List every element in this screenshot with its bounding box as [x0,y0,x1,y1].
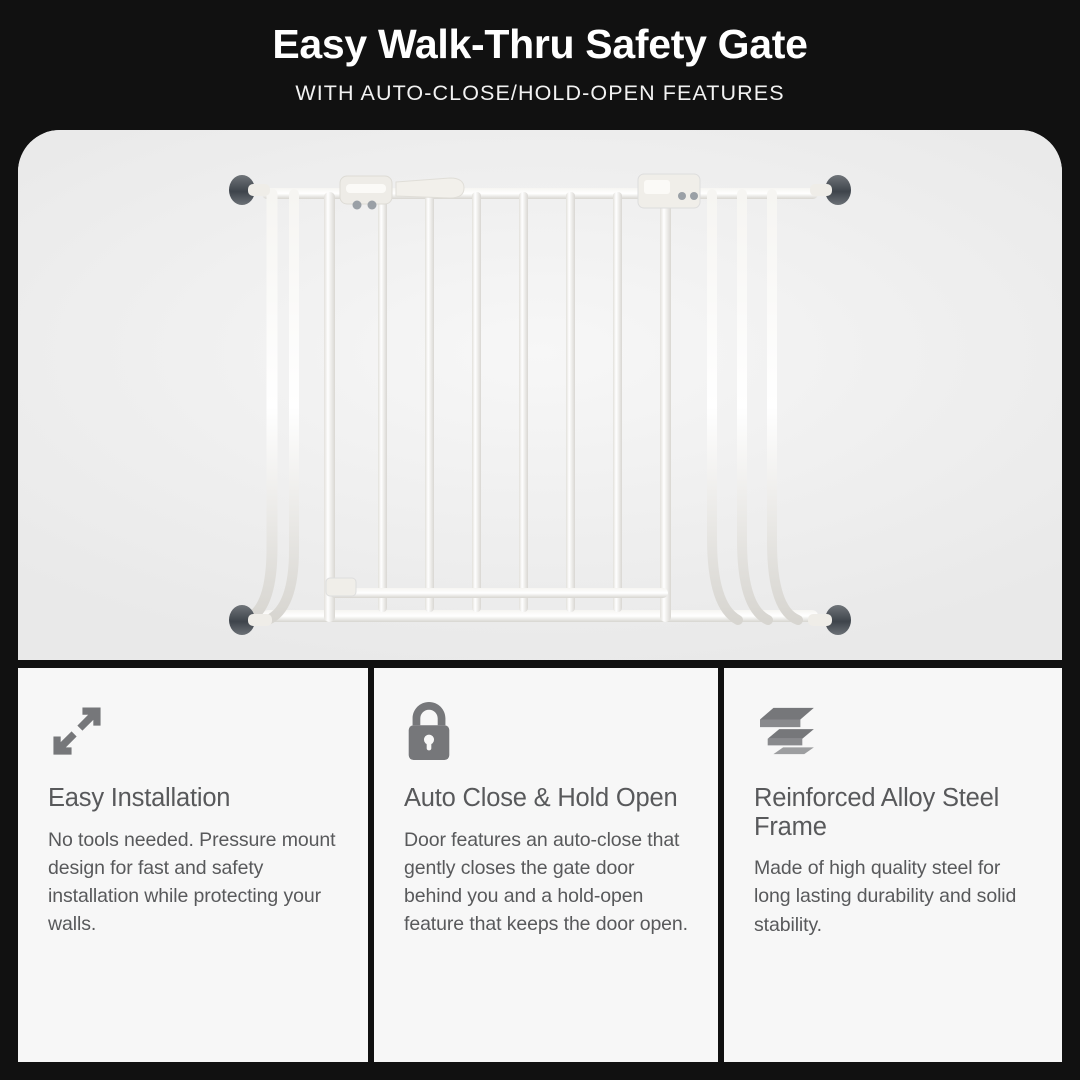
page-title: Easy Walk-Thru Safety Gate [272,21,808,67]
feature-card-easy-installation [18,668,368,1062]
page-subtitle: WITH AUTO-CLOSE/HOLD-OPEN FEATURES [295,81,785,106]
feature-title: Auto Close & Hold Open [404,784,678,812]
steel-beam-icon [754,700,1032,762]
hero-product-panel [18,130,1062,660]
feature-body: No tools needed. Pressure mount design for fast and safety installation while protecting your walls. [48,828,336,936]
header [0,0,1080,130]
feature-cards [18,668,1062,1062]
feature-body: Door features an auto-close that gently closes the gate door behind you and a hold-open feature that keeps the door open. [404,828,688,936]
expand-arrows-icon [48,700,338,762]
feature-title: Reinforced Alloy Steel Frame [754,784,1000,841]
feature-body: Made of high quality steel for long lasting durability and solid stability. [754,857,1017,936]
feature-card-auto-close [374,668,718,1062]
safety-gate-illustration [220,158,860,658]
padlock-icon [404,700,688,762]
feature-title: Easy Installation [48,784,231,812]
feature-card-steel-frame [724,668,1062,1062]
